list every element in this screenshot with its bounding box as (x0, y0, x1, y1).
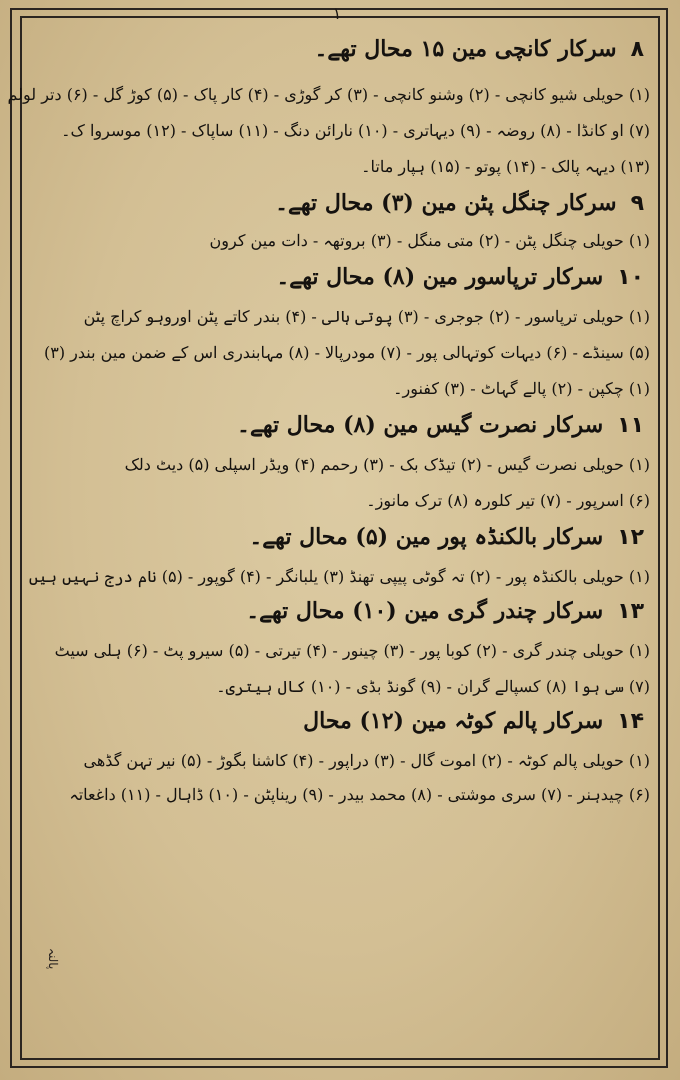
text-line: (۱) حویلی بالکنڈہ پور - (۲) تہ گوٹی پیپی تھنڈ (۳) یلبانگر - (۴) گوپور - (۵) نام درج نہیں ہیں (28, 567, 650, 586)
section-number: ۸ (630, 37, 644, 62)
section-title: سرکار بالکنڈہ پور مین (۵) محال تھے۔ (249, 524, 604, 550)
text-line: (۱) حویلی پالم کوٹہ - (۲) اموت گال - (۳) دراپور - (۴) کاشنا بگوڑ - (۵) نیر تہن گڈھی (83, 751, 650, 770)
text-line: (۶) چیدہنر - (۷) سری موشتی - (۸) محمد بیدر - (۹) ریناپٹن - (۱۰) ڈاہال - (۱۱) داغعاتہ (69, 785, 650, 804)
section-8 (7, 36, 650, 178)
text-line: (۱) حویلی نصرت گیس - (۲) تیڈک بک - (۳) رحمم (۴) ویڈر اسپلی (۵) دیٹ دلک (124, 455, 650, 474)
section-heading (30, 264, 650, 290)
section-14 (30, 708, 650, 806)
section-number: ۱۳ (617, 599, 644, 624)
section-title: سرکار ترپاسور مین (۸) محال تھے۔ (276, 264, 604, 290)
section-10 (30, 264, 650, 400)
text-line: (۵) سینڈے - (۶) دیہات کوتہالی پور - (۷) مودرپالا - (۸) مہابندری اس کے ضمن مین بندر (۳) (43, 343, 650, 362)
section-title: سرکار چنگل پٹن مین (۳) محال تھے۔ (275, 190, 617, 216)
margin-note: پالنہ (46, 948, 60, 970)
text-line: (۷) او کانڈا - (۸) روضہ - (۹) دیہاتری - (۱۰) نارائن دنگ - (۱۱) ساپاک - (۱۲) موسروا ک۔ (61, 121, 650, 140)
text-line: (۱) حویلی ترپاسور - (۲) جوجری - (۳) پوتی ہالی - (۴) بندر کاتے پٹن اوروہو کراچ پٹن (83, 307, 650, 326)
text-line: (۷) سی ہوا (۸) کسپالے گران - (۹) گونڈ بڈی - (۱۰) کال ہیتری۔ (216, 677, 650, 696)
section-13 (30, 598, 650, 698)
section-number: ۹ (630, 191, 644, 216)
section-number: ۱۱ (617, 413, 644, 438)
text-line: (۶) اسرپور - (۷) تیر کلورہ (۸) ترک مانوز۔ (366, 491, 650, 510)
section-title: سرکار چندر گری مین (۱۰) محال تھے۔ (246, 598, 604, 624)
section-heading (30, 412, 650, 438)
section-heading (30, 524, 650, 550)
section-heading (30, 708, 650, 734)
section-title: سرکار پالم کوٹہ مین (۱۲) محال (303, 708, 604, 734)
text-line: (۱) حویلی چنگل پٹن - (۲) متی منگل - (۳) بروتھہ - دات مین کرون (209, 231, 650, 250)
text-line: (۱) حویلی چندر گری - (۲) کوبا پور - (۳) چینور - (۴) تیرتی - (۵) سیرو پٹ - (۶) ہلی سیٹ (54, 641, 650, 660)
section-12 (30, 524, 650, 588)
page-number: ۱ (332, 4, 342, 23)
section-title: سرکار کانچی مین ۱۵ محال تھے۔ (314, 36, 617, 62)
document-body (7, 30, 650, 1050)
section-number: ۱۰ (617, 265, 644, 290)
section-heading (30, 190, 650, 216)
section-heading (30, 598, 650, 624)
section-number: ۱۲ (617, 525, 644, 550)
section-9 (30, 190, 650, 252)
section-title: سرکار نصرت گیس مین (۸) محال تھے۔ (237, 412, 604, 438)
section-number: ۱۴ (617, 709, 644, 734)
section-11 (30, 412, 650, 512)
text-line: (۱) چکپن - (۲) پالے گہاٹ - (۳) کفنور۔ (393, 379, 650, 398)
section-heading (30, 36, 650, 62)
text-line: (۱۳) دیہہ پالک - (۱۴) پوتو - (۱۵) ہپار ماتا۔ (361, 157, 650, 176)
text-line: (۱) حویلی شیو کانچی - (۲) وشنو کانچی - (۳) کر گوڑی - (۴) کار پاک - (۵) کوڑ گل - (۶) دتر لولم (7, 85, 650, 104)
